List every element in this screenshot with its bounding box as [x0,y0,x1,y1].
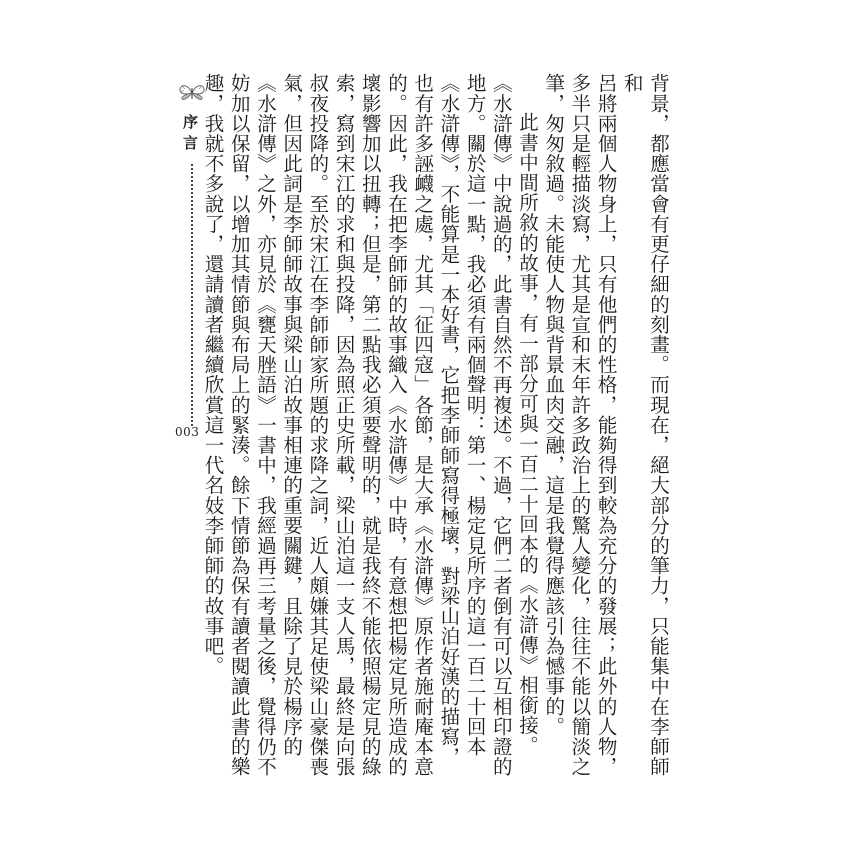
body-text [201,73,671,785]
section-title: 序言 [181,114,199,156]
page-number: 003 [175,425,200,439]
paragraph-2: 此書中間所敘的故事，有一部分可與一百二十回本的《水滸傳》相銜接。《水滸傳》中說過的，此書自然不再複述。不過，它們二者倒有可以互相印證的地方。關於這一點，我必須有兩個聲明：第一、楊定見所序的這一百二十回本《水滸傳》，不能算是一本好書，它把李師師寫得極壞，對梁山泊好漢的描寫，也有許多誣衊之處，尤其「征四寇」各節，是大承《水滸傳》原作者施耐庵本意的。因此，我在把李師師的故事織入《水滸傳》中時，有意想把楊定見所造成的壞影響加以扭轉；但是，第二點我必須要聲明的，就是我終不能依照楊定見的綠索，寫到宋江的求和與投降，因為照正史所載，梁山泊這一支人馬，最終是向張叔夜投降的。至於宋江在李師師家所題的求降之詞，近人頗嫌其足使梁山豪傑喪氣，但因此詞是李師師故事與梁山泊故事相連的重要關鍵，且除了見於楊序的《水滸傳》之外，亦見於《甕天脞語》一書中，我經過再三考量之後，覺得仍不妨加以保留，以增加其情節與布局上的緊湊。餘下情節為保有讀者閱讀此書的樂趣，我就不多說了，還請讀者繼續欣賞這一代名妓李師師的故事吧。 [201,73,539,777]
paragraph-1: 呂將兩個人物身上，只有他們的性格，能夠得到較為充分的發展；此外的人物，多半只是輕描淡寫，尤其是宣和末年許多政治上的驚人變化，往往不能以簡淡之筆，匆匆敘過。未能使人物與背景血肉交融，這是我覺得應該引為憾事的。 [542,73,618,777]
lead-paragraph: 背景，都應當會有更仔細的刻畫。而現在，絕大部分的筆力，只能集中在李師師和 [620,73,670,777]
dotted-rule [191,164,193,426]
